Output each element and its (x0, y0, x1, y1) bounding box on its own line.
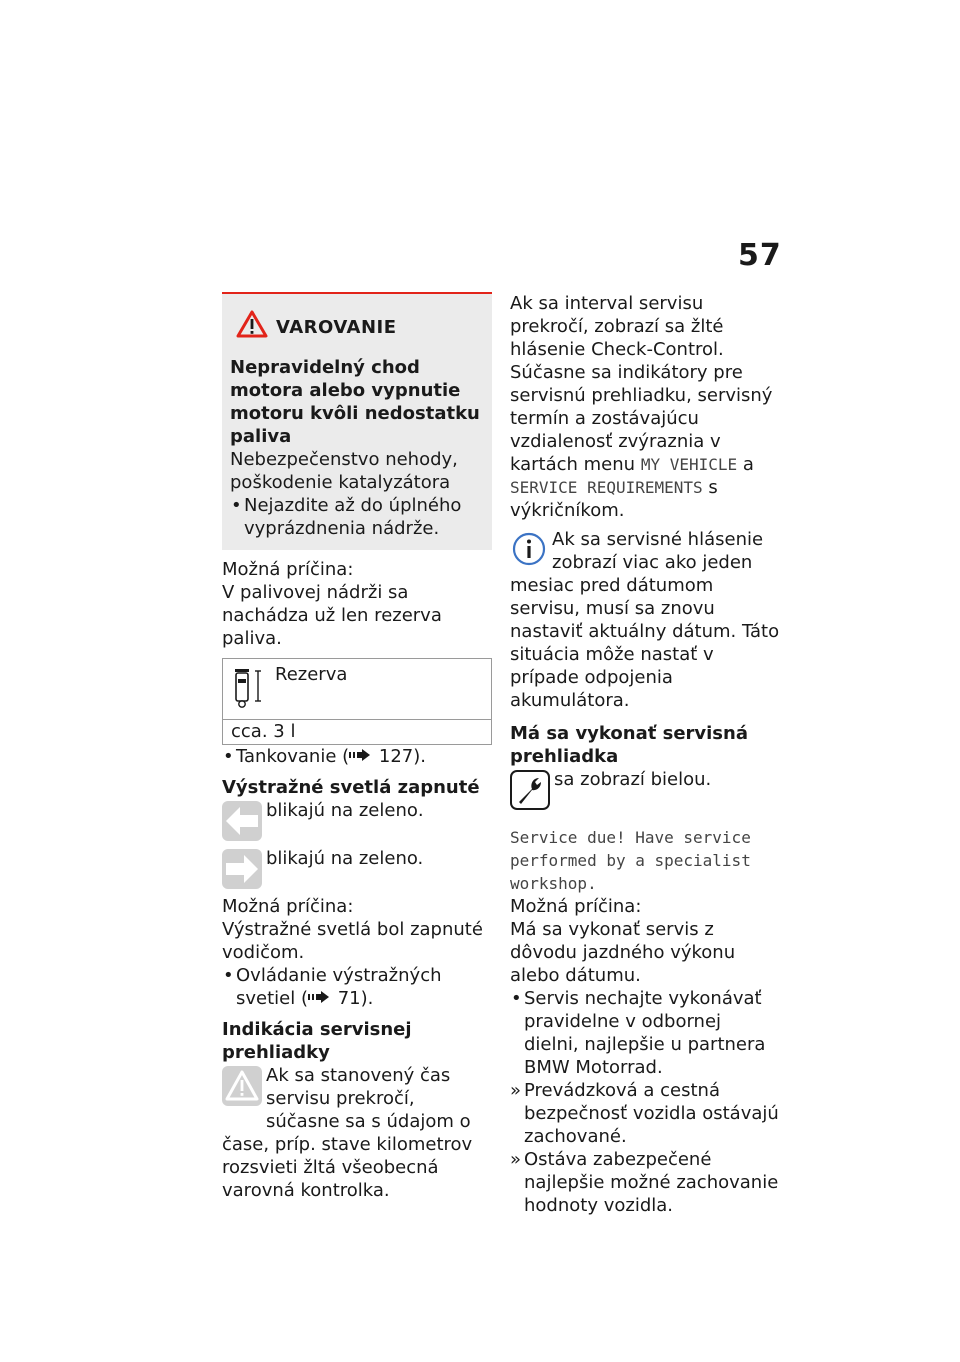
section-hazard-title: Výstražné svetlá zapnuté (222, 777, 480, 798)
reserve-table-value: cca. 3 l (231, 721, 296, 742)
bullet-ctrl (222, 964, 492, 1010)
wrench-text: sa zobrazí bielou. (554, 769, 712, 790)
warning-title: VAROVANIE (276, 316, 397, 338)
warning-heading: Nepravidelný chod motora alebo vypnutie motoru kvôli nedostatku paliva (230, 357, 480, 447)
and-word: a (742, 454, 754, 475)
fuel-tank-icon (231, 663, 275, 719)
section-service-due-title: Má sa vykonať servisná prehliadka (510, 723, 748, 767)
blink-left-text: blikajú na zelenо. (266, 800, 424, 821)
warning-header (236, 310, 484, 344)
warning-triangle-icon (236, 310, 268, 344)
cause-text: V palivovej nádrži sa nachádza už len rezerva paliva. (222, 582, 442, 649)
page-ref-arrow-icon (349, 746, 373, 767)
cause-label: Možná príčina: (222, 559, 354, 580)
reserve-table-header: Rezerva (275, 664, 348, 685)
menu-my-vehicle: MY VEHICLE (640, 455, 738, 474)
result-value: » Ostáva zabezpečené najlepšie možné zachovanie hodnoty vozidla. (510, 1148, 780, 1217)
wrench-icon (510, 770, 550, 816)
bullet-service: • Servis nechajte vykonávať pravidelne v odbornej dielni, najlepšie u partnera BMW Motorrad. (510, 987, 780, 1079)
service-interval-paragraph (510, 292, 780, 522)
warning-text: Nebezpečenstvo nehody, poškodenie katalyzátora (230, 449, 458, 493)
cause2-label: Možná príčina: (222, 896, 354, 917)
page-number: 57 (738, 238, 782, 273)
display-message: Service due! Have service performed by a specialist workshop. (510, 828, 751, 893)
turn-left-arrow-icon (222, 801, 262, 841)
bullet-ctrl-ref: 71). (337, 988, 374, 1009)
result-safety: » Prevádzková a cestná bezpečnosť vozidla ostávajú zachované. (510, 1079, 780, 1148)
reserve-table-header-row (223, 659, 491, 720)
warning-box (222, 292, 492, 550)
info-text: Ak sa servisné hlásenie zobrazí viac ako jeden mesiac pred dátumom servisu, musí sa znovu nastaviť aktuálny dátum. Táto situácia môže nastať v prípade odpojenia akumulátora. (510, 529, 780, 711)
blink-right-text: blikajú na zeleno. (266, 848, 424, 869)
info-paragraph (510, 528, 780, 712)
section-service-title: Indikácia servisnej prehliadky (222, 1019, 412, 1063)
turn-right-arrow-icon (222, 849, 262, 889)
reserve-table (222, 658, 492, 745)
bullet-tank (222, 745, 492, 768)
service-interval-text-a: Ak sa interval servisu prekročí, zobrazí sa žlté hlásenie Check-Control. Súčasne sa indikátory pre servisnú prehliadku, servisný termín a zostávajúcu vzdialenosť zvýraznia v kartách menu (510, 293, 773, 475)
bullet-tank-ref: 127). (378, 746, 427, 767)
blink-right-row (222, 847, 492, 889)
bullet-tank-text: Tankovanie ( (236, 746, 350, 767)
page-ref-arrow-icon (308, 988, 332, 1009)
cause-label-right: Možná príčina: (510, 896, 642, 917)
wrench-paragraph (510, 768, 780, 810)
cause-text-right: Má sa vykonať servis z dôvodu jazdného výkonu alebo dátumu. (510, 919, 736, 986)
info-icon (510, 530, 548, 574)
warning-bullet: • Nejazdite až do úplného vyprázdnenia nádrže. (230, 494, 484, 540)
service-interval-text-b: s výkričníkom. (510, 477, 718, 521)
cause2-text: Výstražné svetlá bol zapnuté vodičom. (222, 919, 483, 963)
service-indicator-text: Ak sa stanovený čas servisu prekročí, súčasne sa s údajom o čase, príp. stave kilometrov rozsvieti žltá všeobecná varovná kontrolka. (222, 1065, 473, 1201)
general-warning-icon (222, 1066, 262, 1112)
blink-left-row (222, 799, 492, 841)
menu-service-requirements: SERVICE REQUIREMENTS (510, 478, 703, 497)
bullet-ctrl-text: Ovládanie výstražných svetiel ( (236, 965, 442, 1009)
service-indicator-paragraph (222, 1064, 492, 1202)
right-column (510, 292, 780, 1217)
left-column (222, 292, 492, 1202)
